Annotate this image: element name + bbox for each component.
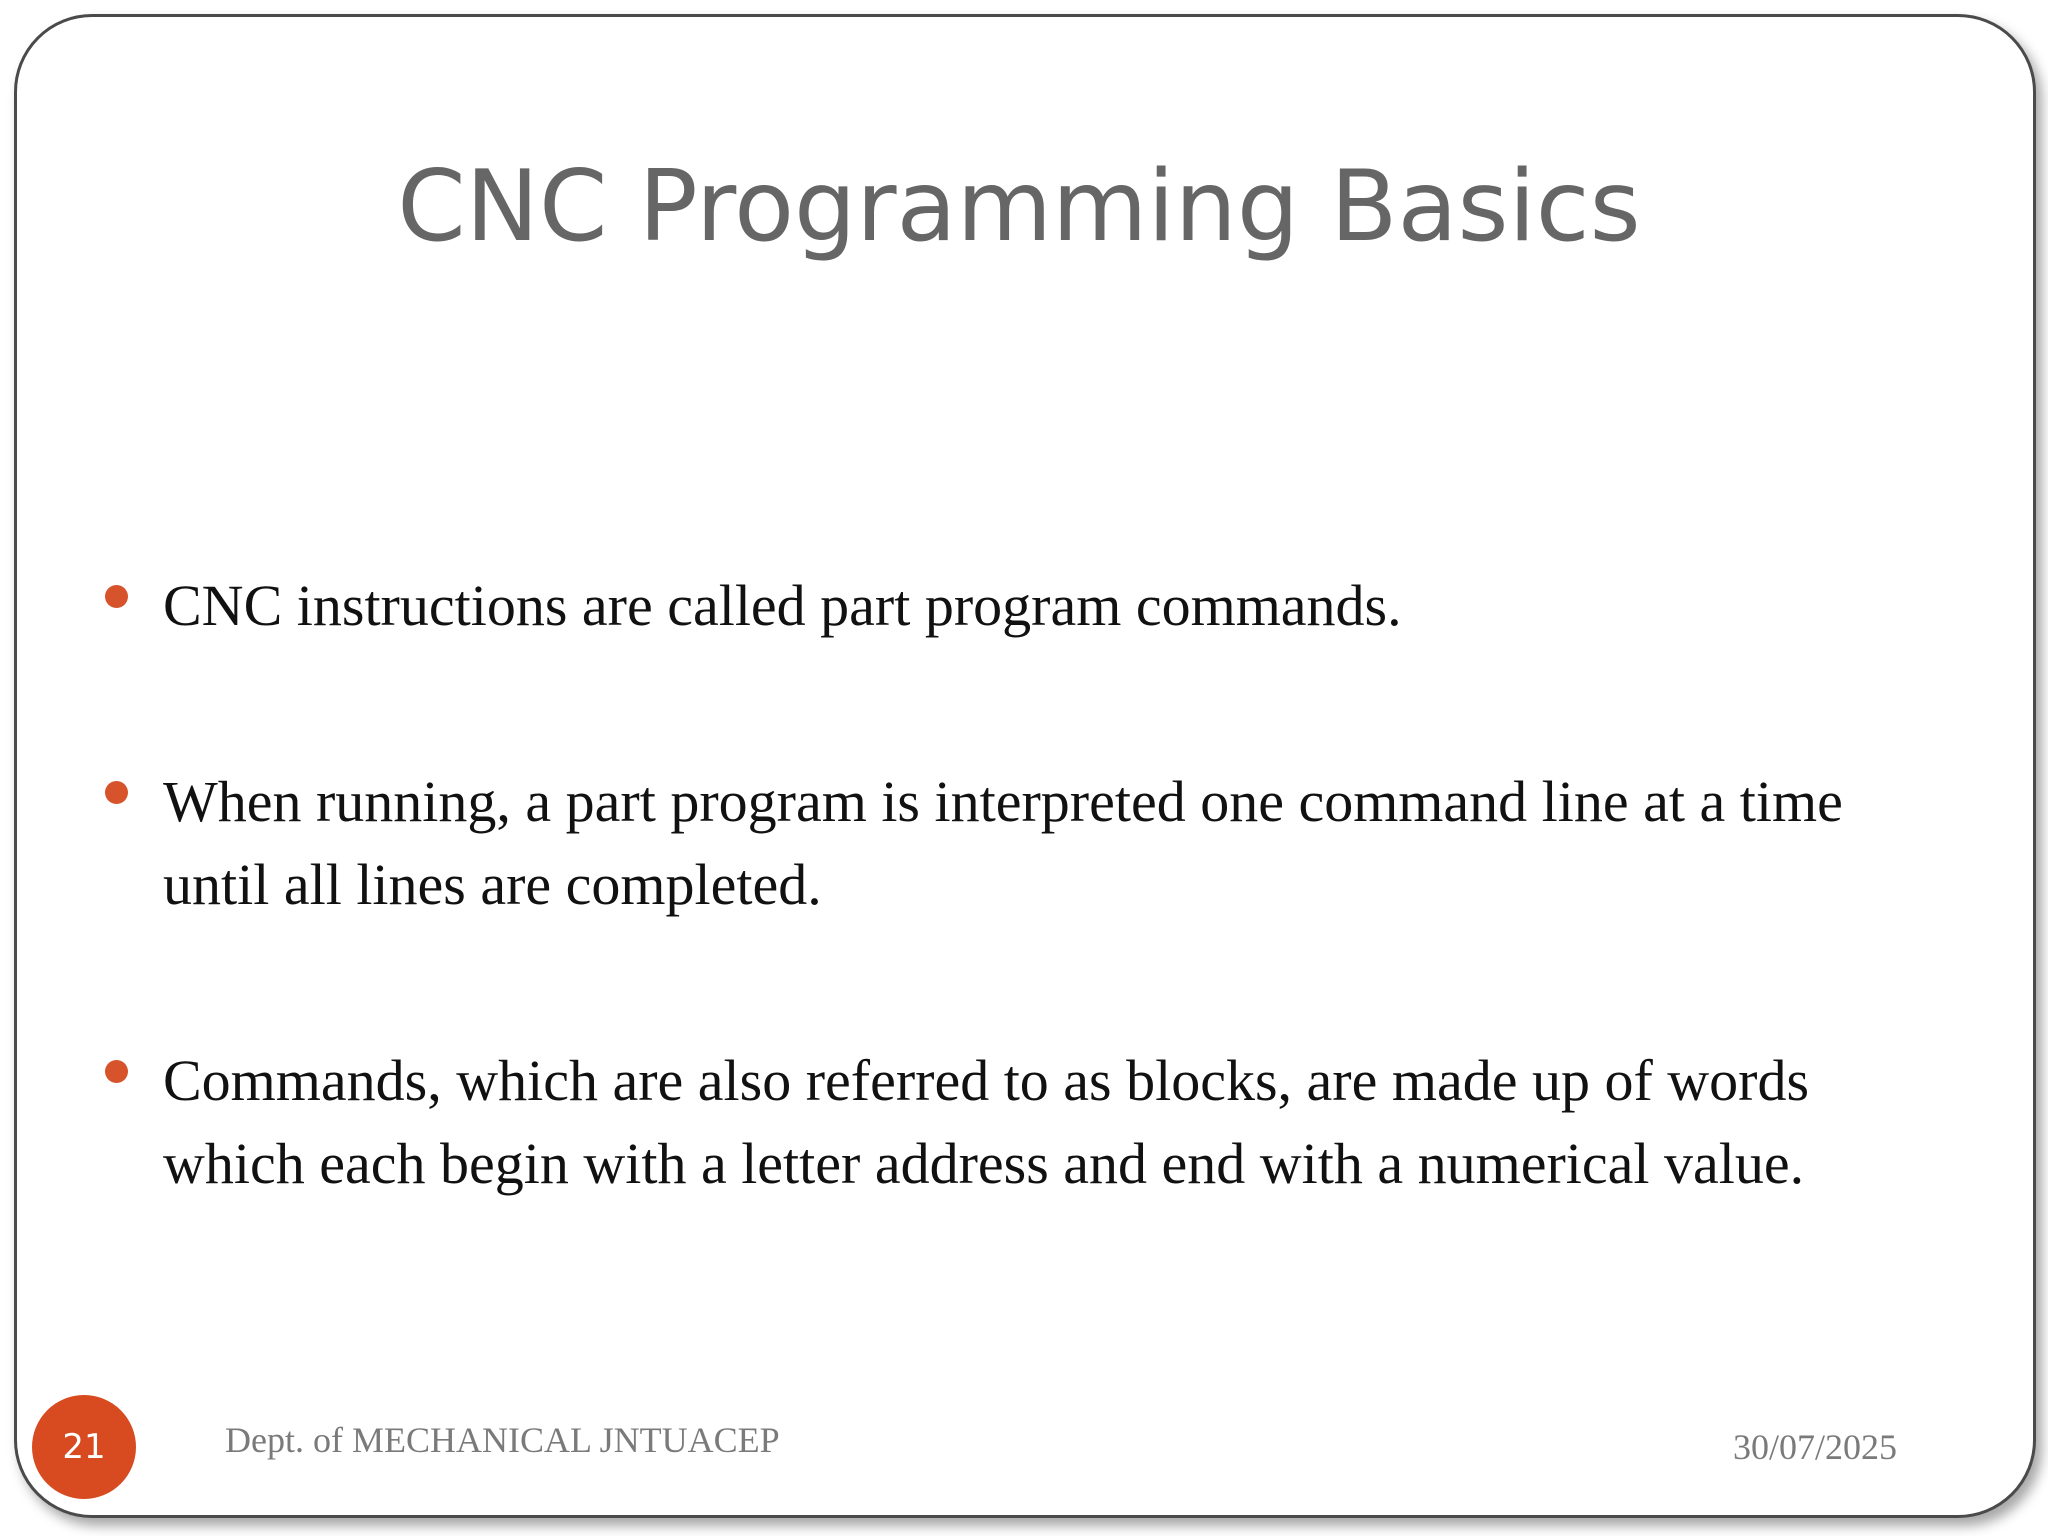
slide-title: CNC Programming Basics (397, 150, 1641, 264)
bullet-item-2: When running, a part program is interpreted one command line at a time until all lines are completed. (163, 769, 1843, 917)
bullet-item-1: CNC instructions are called part program commands. (163, 573, 1402, 638)
bullet-item-3: Commands, which are also referred to as blocks, are made up of words which each begin with a letter address and end with a numerical value. (163, 1048, 1810, 1196)
bullet-marker (105, 781, 128, 804)
footer-department: Dept. of MECHANICAL JNTUACEP (225, 1420, 780, 1460)
bullet-marker (105, 585, 128, 608)
slide-number-badge: 21 (32, 1395, 136, 1499)
bullet-marker (105, 1060, 128, 1083)
footer-date: 30/07/2025 (1733, 1427, 1898, 1467)
